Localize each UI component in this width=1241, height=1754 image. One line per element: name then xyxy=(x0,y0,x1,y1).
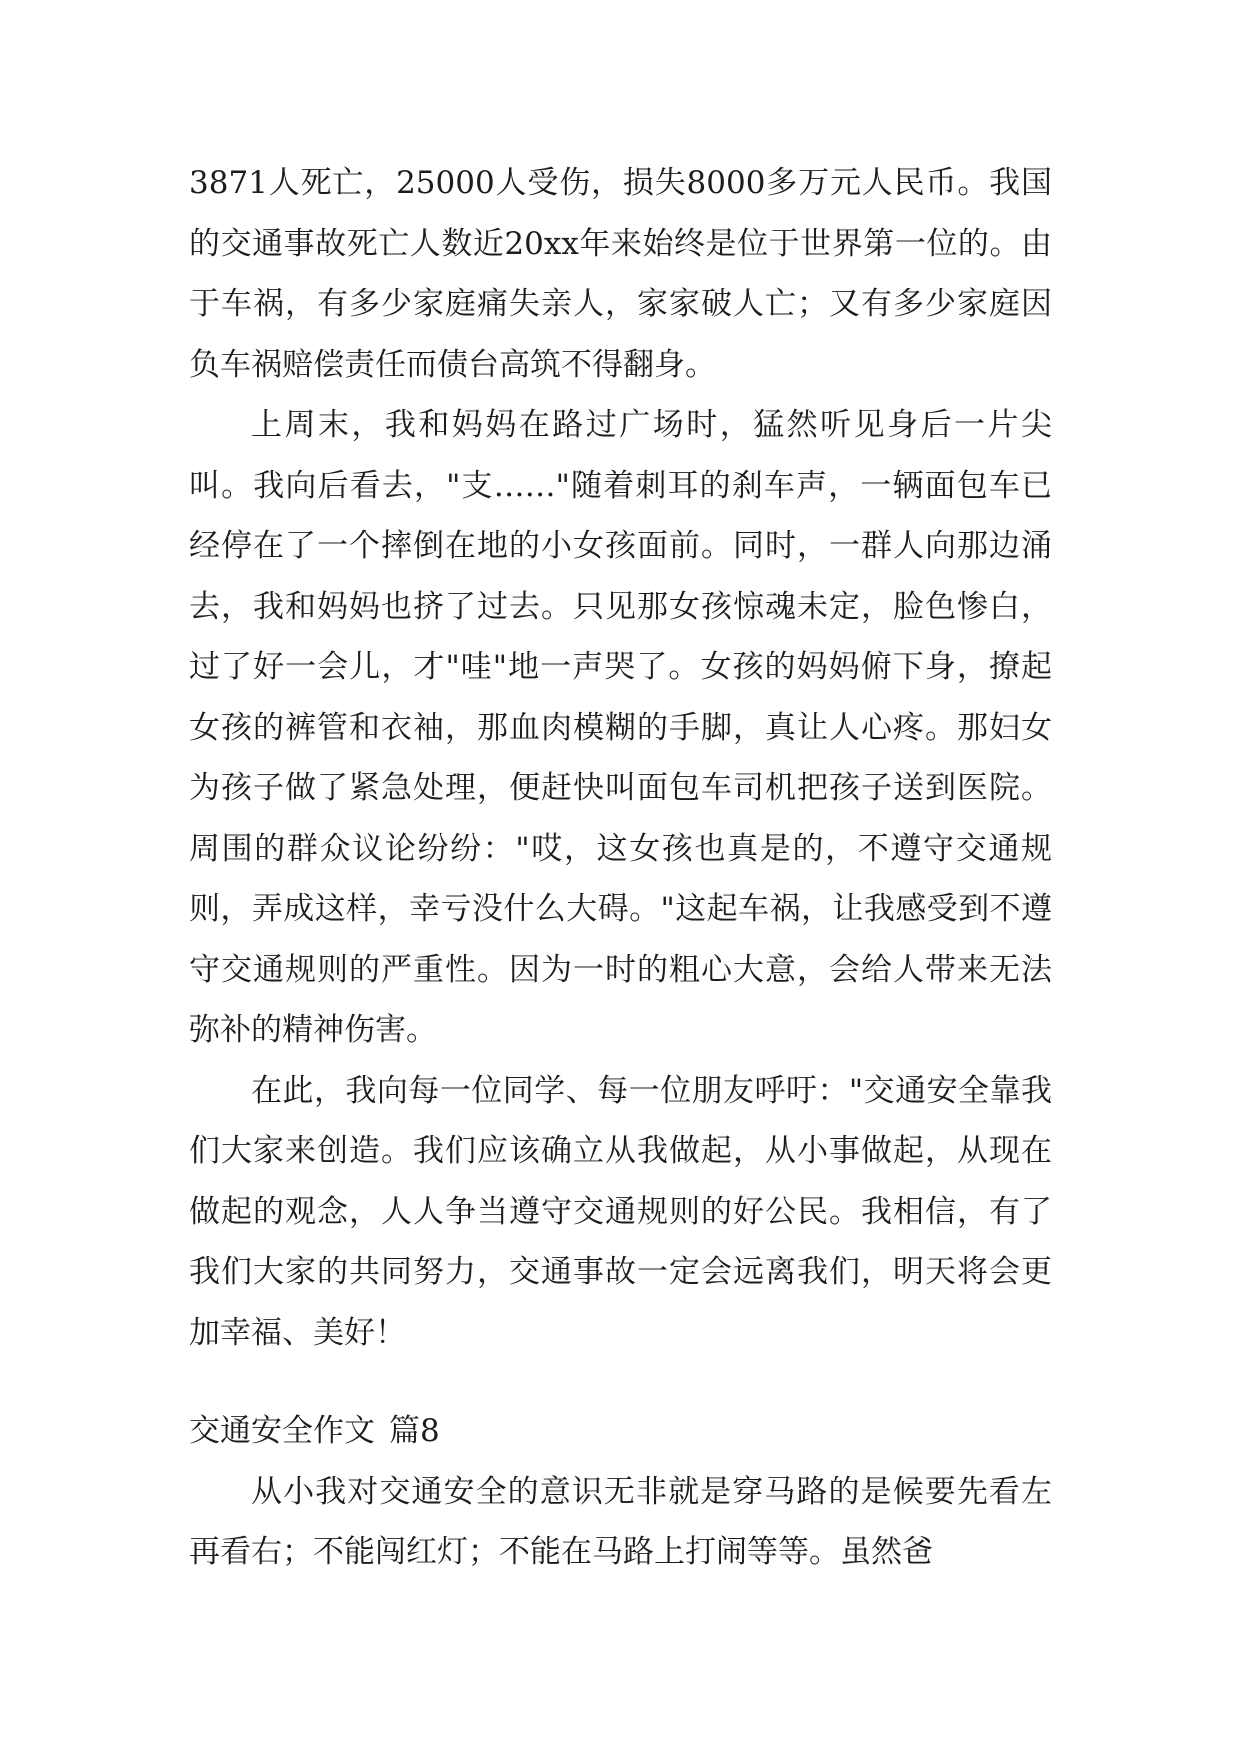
paragraph-3: 在此，我向每一位同学、每一位朋友呼吁："交通安全靠我们大家来创造。我们应该确立从我做起，从小事做起，从现在做起的观念，人人争当遵守交通规则的好公民。我相信，有了我们大家的共同努力，交通事故一定会远离我们，明天将会更加幸福、美好！ xyxy=(189,1072,1052,1351)
document-body xyxy=(189,153,1052,1583)
paragraph-1: 3871人死亡，25000人受伤，损失8000多万元人民币。我国的交通事故死亡人数近20xx年来始终是位于世界第一位的。由于车祸，有多少家庭痛失亲人，家家破人亡；又有多少家庭因负车祸赔偿责任而债台高筑不得翻身。 xyxy=(189,165,1052,383)
section-heading xyxy=(189,1401,1052,1462)
paragraph-2: 上周末，我和妈妈在路过广场时，猛然听见身后一片尖叫。我向后看去，"支……"随着刺耳的刹车声，一辆面包车已经停在了一个摔倒在地的小女孩面前。同时，一群人向那边涌去，我和妈妈也挤了过去。只见那女孩惊魂未定，脸色惨白，过了好一会儿，才"哇"地一声哭了。女孩的妈妈俯下身，撩起女孩的裤管和衣袖，那血肉模糊的手脚，真让人心疼。那妇女为孩子做了紧急处理，便赶快叫面包车司机把孩子送到医院。周围的群众议论纷纷："哎，这女孩也真是的，不遵守交通规则，弄成这样，幸亏没什么大碍。"这起车祸，让我感受到不遵守交通规则的严重性。因为一时的粗心大意，会给人带来无法弥补的精神伤害。 xyxy=(189,407,1052,1048)
section-number: 篇8 xyxy=(389,1413,440,1449)
section-title: 交通安全作文 xyxy=(189,1413,375,1449)
paragraph-4: 从小我对交通安全的意识无非就是穿马路的是候要先看左再看右；不能闯红灯；不能在马路上打闹等等。虽然爸 xyxy=(189,1473,1052,1570)
